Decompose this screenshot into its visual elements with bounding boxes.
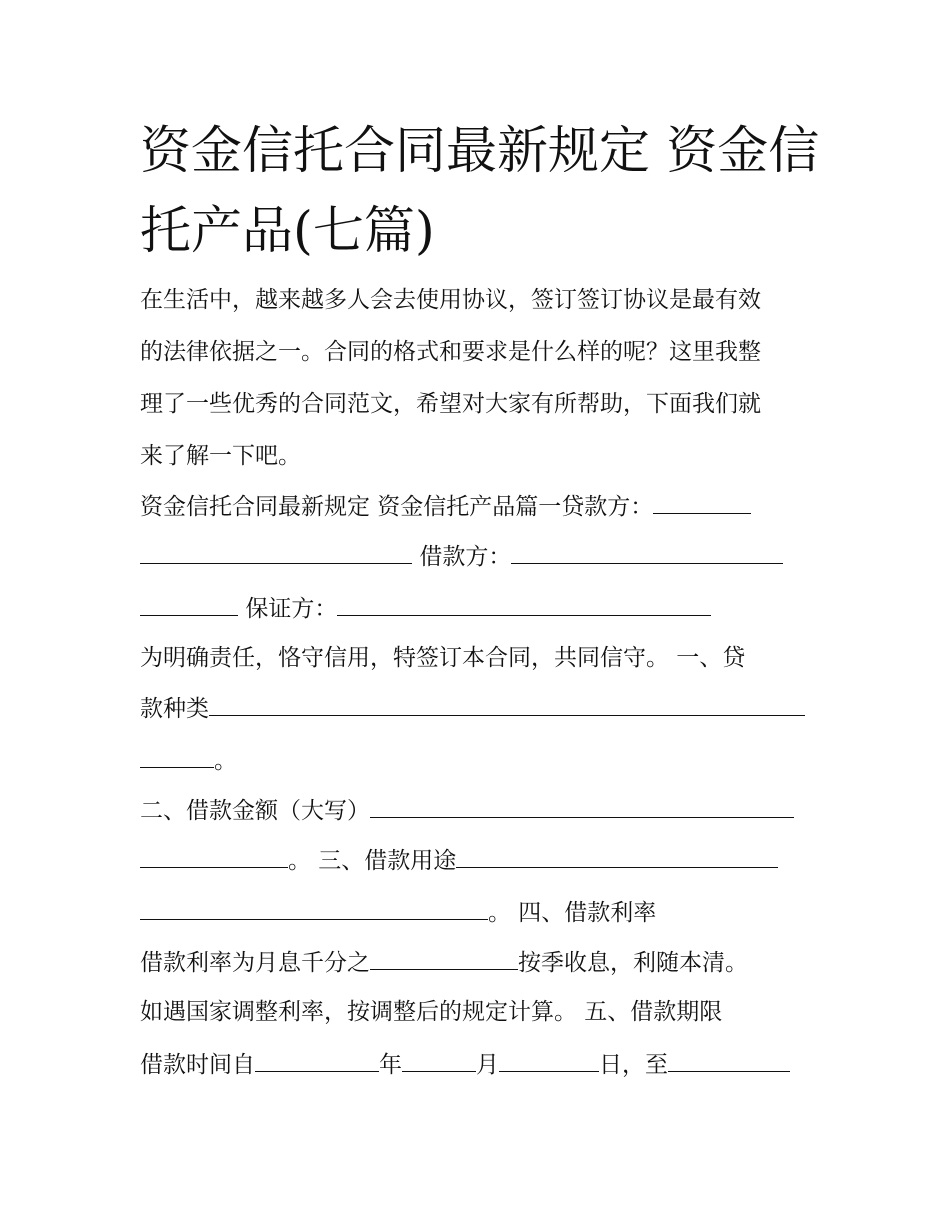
guarantor-blank <box>337 593 711 616</box>
lender-blank-continued <box>140 541 412 564</box>
borrower-line <box>140 541 783 572</box>
term-prefix: 借款时间自 <box>140 1052 255 1078</box>
term-line <box>140 1049 790 1080</box>
amount-line <box>140 795 794 826</box>
amount-blank-continued <box>140 845 288 868</box>
borrower-blank-continued <box>140 593 238 616</box>
period-mark: 。 <box>214 748 237 774</box>
usage-line <box>140 845 778 876</box>
loan-type-continued-line <box>140 745 237 776</box>
intro-line-4: 来了解一下吧。 <box>140 443 301 469</box>
interest-rate-blank <box>370 947 518 970</box>
title-line-1: 资金信托合同最新规定 资金信 <box>140 122 820 181</box>
purpose-line: 为明确责任，恪守信用，特签订本合同，共同信守。 一、贷 <box>140 645 746 671</box>
month-label: 月 <box>476 1052 499 1078</box>
usage-label: 。 三、借款用途 <box>288 848 457 874</box>
usage-blank <box>456 845 778 868</box>
document-title <box>140 112 820 272</box>
rate-adjust-line: 如遇国家调整利率，按调整后的规定计算。 五、借款期限 <box>140 999 723 1025</box>
interest-heading-line <box>140 897 656 928</box>
year-label: 年 <box>379 1052 402 1078</box>
intro-line-1: 在生活中，越来越多人会去使用协议，签订签订协议是最有效 <box>140 287 761 313</box>
usage-blank-continued <box>140 897 488 920</box>
loan-type-blank-continued <box>140 745 214 768</box>
loan-type-label: 款种类 <box>140 696 209 722</box>
day-to-label: 日，至 <box>599 1052 668 1078</box>
start-day-blank <box>499 1049 599 1072</box>
loan-type-line <box>140 693 805 724</box>
amount-label: 二、借款金额（大写） <box>140 798 370 824</box>
guarantor-label: 保证方： <box>245 596 338 622</box>
section-heading: 资金信托合同最新规定 资金信托产品篇一贷款方： <box>140 494 654 520</box>
borrower-label: 借款方： <box>419 544 512 570</box>
amount-blank <box>370 795 794 818</box>
lender-blank <box>653 491 751 514</box>
start-month-blank <box>402 1049 476 1072</box>
title-line-2: 托产品(七篇) <box>140 202 435 261</box>
loan-type-blank <box>209 693 805 716</box>
borrower-blank <box>511 541 783 564</box>
intro-line-3: 理了一些优秀的合同范文，希望对大家有所帮助，下面我们就 <box>140 391 761 417</box>
intro-line-2: 的法律依据之一。合同的格式和要求是什么样的呢？这里我整 <box>140 339 761 365</box>
end-date-blank <box>668 1049 790 1072</box>
interest-rate-suffix: 按季收息，利随本清。 <box>518 950 748 976</box>
interest-rate-line <box>140 947 748 978</box>
interest-rate-prefix: 借款利率为月息千分之 <box>140 950 370 976</box>
guarantor-line <box>140 593 711 624</box>
interest-heading: 。 四、借款利率 <box>488 900 657 926</box>
start-year-blank <box>255 1049 379 1072</box>
section-heading-line <box>140 491 751 522</box>
